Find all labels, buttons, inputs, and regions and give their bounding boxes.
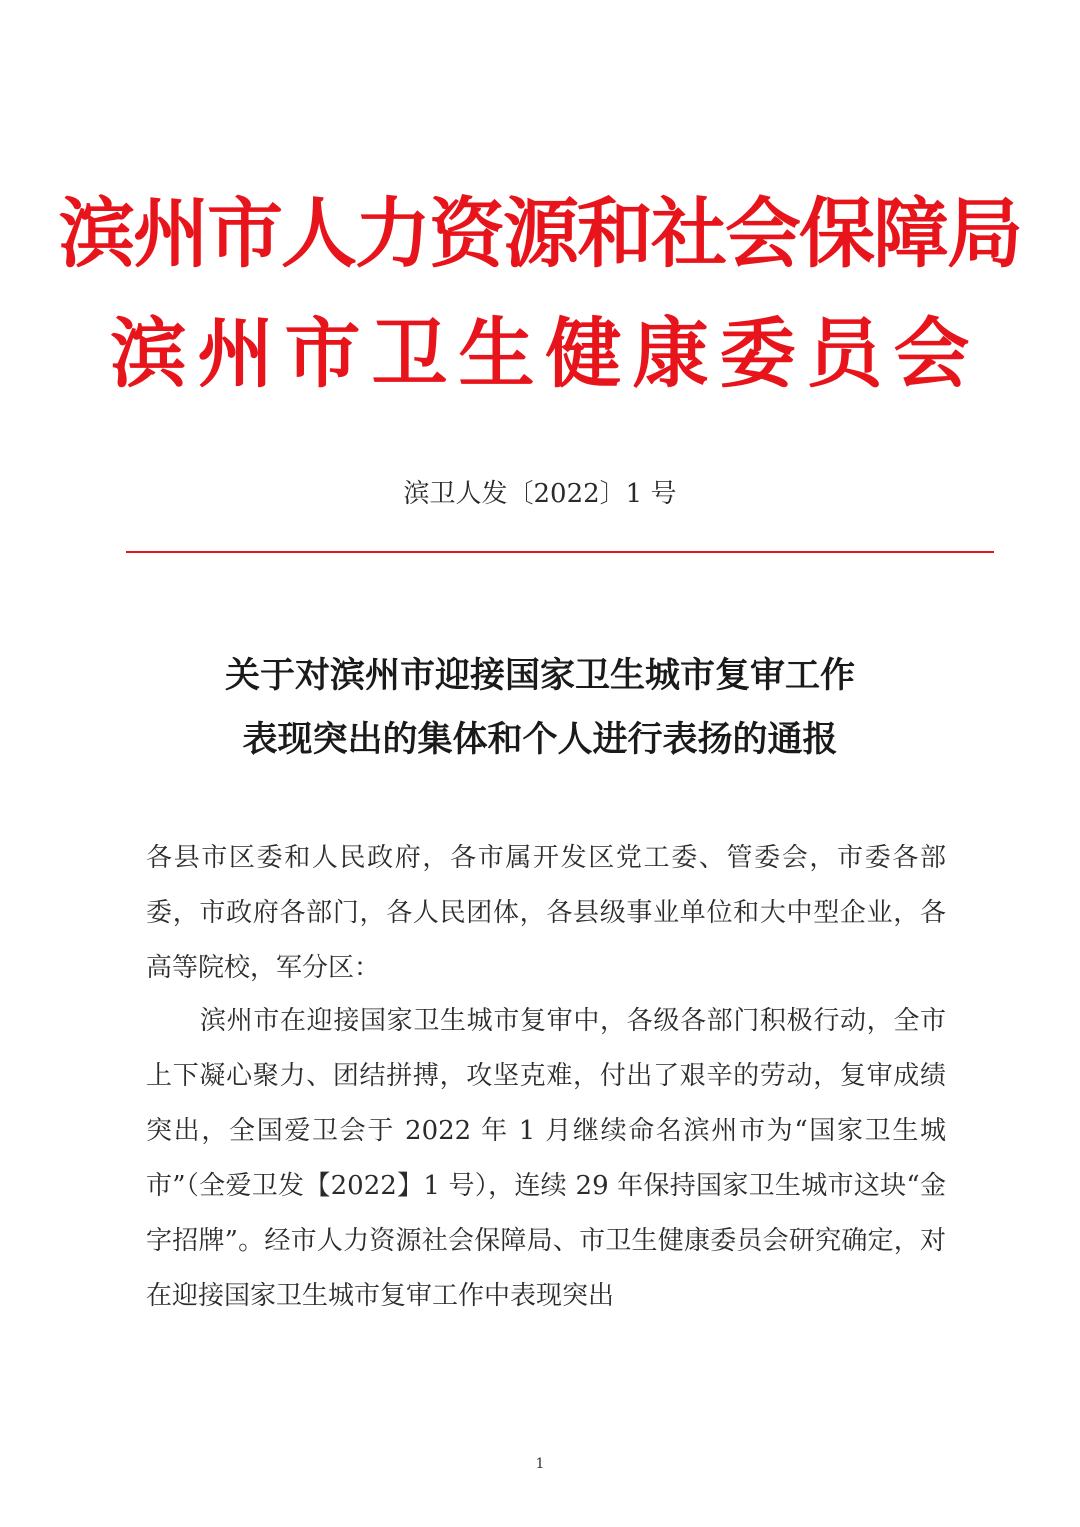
document-title-line-1: 关于对滨州市迎接国家卫生城市复审工作 — [224, 656, 855, 696]
issuer-name-health-commission: 滨州市卫生健康委员会 — [110, 309, 981, 398]
page-number: 1 — [535, 1456, 545, 1472]
addressee-paragraph: 各县市区委和人民政府，各市属开发区党工委、管委会，市委各部委，市政府各部门，各人民团体，各县级事业单位和大中型企业，各高等院校，军分区： — [146, 843, 946, 983]
red-separator-line — [126, 551, 994, 553]
body-paragraph-1: 滨州市在迎接国家卫生城市复审中，各级各部门积极行动，全市上下凝心聚力、团结拼搏，攻坚克难，付出了艰辛的劳动，复审成绩突出，全国爱卫会于 2022 年 1 月继续命名滨州市为“国家卫生城市”（全爱卫发【2022】1 号），连续 29 年保持国家卫生城市这块“金字招牌”。经市人力资源社会保障局、市卫生健康委员会研究确定，对在迎接国家卫生城市复审工作中表现突出 — [146, 1006, 946, 1311]
issuer-name-hrss: 滨州市人力资源和社会保障局 — [59, 189, 1021, 278]
document-title-line-2: 表现突出的集体和个人进行表扬的通报 — [242, 720, 838, 760]
document-number: 滨卫人发〔2022〕1 号 — [403, 479, 677, 509]
